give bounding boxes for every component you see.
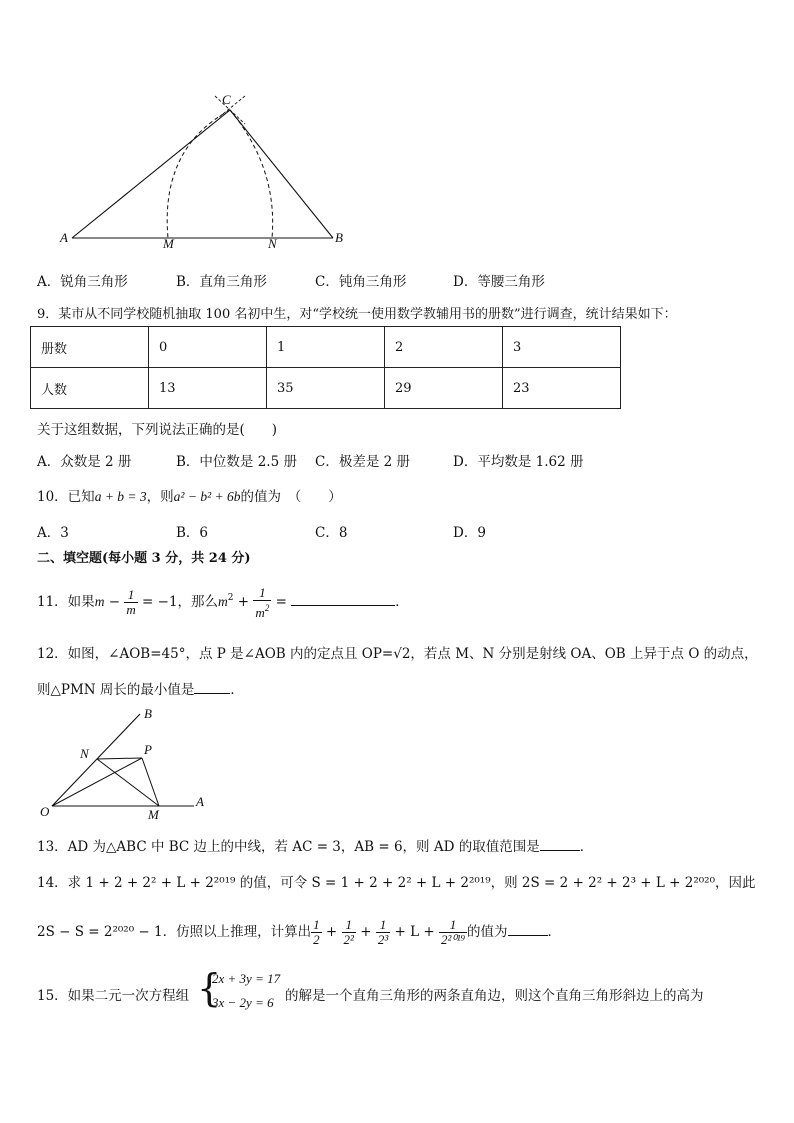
answer-blank	[291, 605, 395, 606]
q8-option-a: A．锐角三角形	[37, 274, 128, 290]
fraction-denominator: m	[126, 602, 136, 617]
brace-icon: {	[197, 966, 222, 1010]
q9-option-a: A．众数是 2 册	[37, 454, 132, 470]
q14-end: ．	[547, 924, 562, 940]
fraction-denominator: 2	[313, 932, 320, 947]
fraction-denominator: 2²⁰¹⁹	[440, 932, 466, 947]
q8-option-b: B．直角三角形	[176, 274, 267, 290]
table-cell: 29	[385, 368, 503, 409]
q9-option-c: C．极差是 2 册	[315, 454, 411, 470]
fraction-numerator: 1	[376, 918, 390, 933]
q13-end: ．	[579, 839, 594, 855]
q10-suffix: 的值为 （ ）	[240, 489, 342, 505]
q11-fraction-2	[253, 586, 271, 620]
q8-option-d: D．等腰三角形	[453, 274, 545, 290]
q14-line1: 14．求 1 + 2 + 2² + L + 2²⁰¹⁹ 的值，可令 S = 1 + 2 + 2² + L + 2²⁰¹⁹，则 2S = 2 + 2² + 2³ + L + 2²⁰²⁰，因此	[37, 875, 756, 891]
q14-fraction-2	[342, 918, 356, 947]
fraction-numerator: 1	[342, 918, 356, 933]
q11-var-m: m	[94, 594, 105, 609]
q8-option-c: C．钝角三角形	[315, 274, 407, 290]
table-cell: 13	[149, 368, 267, 409]
q14-text: 2S − S = 2²⁰²⁰ − 1．仿照以上推理，计算出	[37, 924, 312, 940]
label-b: B	[335, 230, 343, 245]
q10-expr1: a + b = 3	[94, 489, 147, 504]
q10-expr2: a² − b² + 6b	[173, 489, 241, 504]
q11-end: ．	[395, 594, 409, 610]
label-m: M	[148, 807, 159, 820]
table-cell: 1	[267, 327, 385, 368]
answer-blank	[194, 693, 230, 694]
label-o: O	[40, 804, 50, 819]
label-b: B	[144, 706, 152, 721]
table-row	[31, 327, 621, 368]
q10-stem	[37, 485, 342, 505]
fraction-denominator: 2³	[377, 932, 389, 947]
q9-option-b: B．中位数是 2.5 册	[176, 454, 297, 470]
q11-fraction	[124, 588, 137, 617]
q9-question: 关于这组数据，下列说法正确的是( )	[37, 422, 278, 438]
table-cell: 23	[503, 368, 621, 409]
q11-mid: ，那么	[177, 594, 219, 610]
q12-line1: 12．如图，∠AOB=45°，点 P 是∠AOB 内的定点且 OP=√2，若点 M、N 分别是射线 OA、OB 上异于点 O 的动点，	[37, 646, 758, 662]
q15-suffix: 的解是一个直角三角形的两条直角边，则这个直角三角形斜边上的高为	[285, 988, 704, 1004]
label-n: N	[80, 746, 89, 761]
q10-option-a: A．3	[37, 525, 69, 541]
label-m: M	[163, 236, 174, 251]
q10-option-c: C．8	[315, 525, 348, 541]
q10-prefix: 10．已知	[37, 489, 95, 505]
label-n: N	[268, 236, 277, 251]
table-cell: 人数	[31, 368, 149, 409]
table-row	[31, 368, 621, 409]
table-cell: 册数	[31, 327, 149, 368]
q12-end: ．	[230, 682, 244, 698]
q15-equation-1: 2x + 3y = 17	[212, 971, 281, 986]
fraction-numerator: 1	[313, 917, 320, 932]
table-cell: 0	[149, 327, 267, 368]
q11-equals: = −1	[137, 594, 178, 610]
label-c: C	[222, 92, 231, 107]
angle-figure	[36, 702, 216, 820]
triangle-figure	[50, 88, 360, 256]
q15-equation-2: 3x − 2y = 6	[212, 995, 274, 1010]
label-a: A	[60, 230, 68, 245]
answer-blank	[508, 935, 548, 936]
answer-blank	[540, 850, 580, 851]
q11-stem: 11．如果m − $\frac{1}{m}$ = −1，那么$m^2$ + $\frac{1}{m^2}$ = ．	[37, 584, 409, 620]
q10-mid: ，则	[146, 489, 174, 505]
q9-data-table	[30, 326, 621, 409]
fraction-denominator: 2²	[343, 932, 354, 947]
table-cell: 35	[267, 368, 385, 409]
q11-plus: +	[233, 594, 254, 610]
q11-minus: −	[104, 594, 125, 610]
q14-line2: 2S − S = 2²⁰²⁰ − 1．仿照以上推理，计算出 $\frac{1}{2}$ + $\frac{1}{\text{2²}}$ + $\frac{1}{\text{2³}}$ + L + $\frac{1}{\text{2²⁰¹⁹}}$ 的值为 ．	[37, 917, 562, 947]
q14-fraction-3	[376, 918, 390, 947]
q14-fraction-1	[311, 918, 322, 947]
table-cell: 2	[385, 327, 503, 368]
q11-var-m2: m	[218, 594, 228, 609]
q13-text: 13．AD 为△ABC 中 BC 边上的中线，若 AC = 3，AB = 6，则 AD 的取值范围是	[37, 839, 540, 855]
q11-prefix: 11．如果	[37, 594, 95, 610]
q9-stem: 9．某市从不同学校随机抽取 100 名初中生，对“学校统一使用数学教辅用书的册数”进行调查，统计结果如下：	[37, 307, 677, 322]
fraction-numerator: 1	[253, 586, 271, 601]
label-a: A	[196, 794, 204, 809]
q15-prefix: 15．如果二元一次方程组	[37, 988, 190, 1004]
q13-stem	[37, 835, 593, 855]
table-cell: 3	[503, 327, 621, 368]
label-p: P	[144, 742, 152, 757]
q14-fraction-4	[439, 918, 467, 947]
q11-equals-2: =	[271, 594, 292, 610]
q14-dots: + L +	[390, 924, 439, 940]
q9-option-d: D．平均数是 1.62 册	[453, 454, 584, 470]
fraction-denominator: $m^2$	[255, 602, 270, 620]
q12-line2	[37, 678, 244, 698]
q12-text: 则△PMN 周长的最小值是	[37, 682, 195, 698]
fraction-numerator: 1	[439, 918, 467, 933]
section-heading: 二、填空题(每小题 3 分，共 24 分)	[37, 551, 251, 566]
q14-text-2: 的值为	[467, 924, 508, 940]
q10-option-b: B．6	[176, 525, 209, 541]
q10-option-d: D．9	[453, 525, 486, 541]
fraction-numerator: 1	[124, 588, 137, 603]
